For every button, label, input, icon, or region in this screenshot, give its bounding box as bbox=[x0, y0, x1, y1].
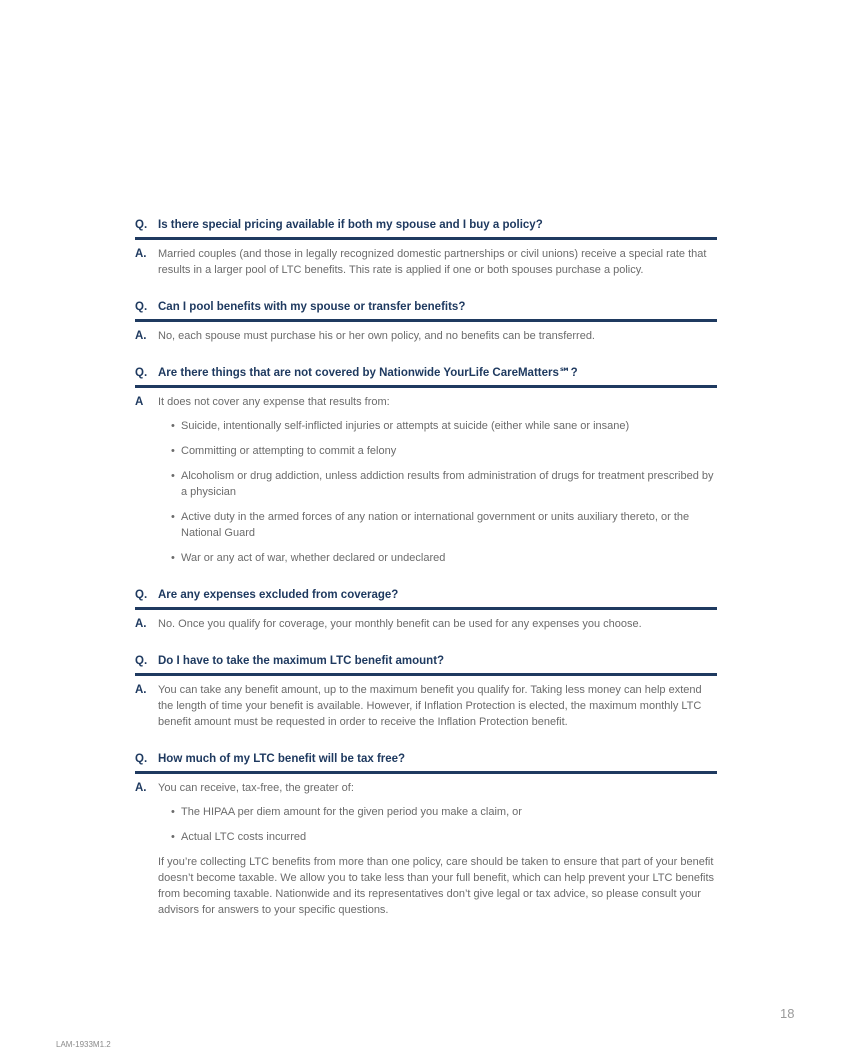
list-item-text: Committing or attempting to commit a felony bbox=[181, 445, 397, 457]
faq-section bbox=[135, 217, 717, 918]
list-item bbox=[171, 468, 717, 500]
faq-item bbox=[135, 365, 717, 575]
answer-marker: A bbox=[135, 396, 144, 408]
list-item bbox=[171, 509, 717, 541]
question-marker: Q. bbox=[135, 219, 148, 231]
answer-marker: A. bbox=[135, 684, 147, 696]
list-item-text: The HIPAA per diem amount for the given period you make a claim, or bbox=[181, 806, 522, 818]
answer-marker: A. bbox=[135, 618, 147, 630]
bullet-icon: • bbox=[171, 552, 175, 564]
question-marker: Q. bbox=[135, 301, 148, 313]
question-text: How much of my LTC benefit will be tax free? bbox=[158, 753, 406, 765]
question-marker: Q. bbox=[135, 753, 148, 765]
answer-row bbox=[135, 610, 717, 632]
answer-text: You can take any benefit amount, up to the maximum benefit you qualify for. Taking less money can help extend the length of time your benefit is available. However, if Inflation Protection is elected, the maximum monthly LTC benefit amount must be requested in order to receive the Inflation Protection benefit. bbox=[158, 684, 702, 728]
list-item bbox=[171, 418, 717, 434]
answer-text: You can receive, tax-free, the greater of: bbox=[158, 782, 354, 794]
answer-body bbox=[158, 780, 717, 918]
question-text: Are any expenses excluded from coverage? bbox=[158, 589, 399, 601]
bullet-icon: • bbox=[171, 511, 175, 523]
question-row bbox=[135, 365, 717, 388]
faq-item bbox=[135, 653, 717, 730]
document-code: LAM-1933M1.2 bbox=[56, 1040, 111, 1049]
question-marker: Q. bbox=[135, 655, 148, 667]
answer-text: No. Once you qualify for coverage, your monthly benefit can be used for any expenses you choose. bbox=[158, 618, 642, 630]
answer-row bbox=[135, 388, 717, 575]
answer-marker: A. bbox=[135, 248, 147, 260]
list-item-text: Active duty in the armed forces of any nation or international government or units auxiliary thereto, or the National Guard bbox=[181, 511, 690, 539]
question-text: Is there special pricing available if both my spouse and I buy a policy? bbox=[158, 219, 543, 231]
question-row bbox=[135, 217, 717, 240]
question-row bbox=[135, 751, 717, 774]
bullet-icon: • bbox=[171, 470, 175, 482]
list-item bbox=[171, 804, 717, 820]
question-text: Are there things that are not covered by Nationwide YourLife CareMatters℠? bbox=[158, 367, 578, 379]
answer-body bbox=[158, 682, 717, 730]
answer-text: It does not cover any expense that results from: bbox=[158, 396, 390, 408]
list-item bbox=[171, 443, 717, 459]
question-text: Can I pool benefits with my spouse or transfer benefits? bbox=[158, 301, 466, 313]
tax-free-list bbox=[158, 804, 717, 845]
closing-paragraph: If you’re collecting LTC benefits from more than one policy, care should be taken to ensure that part of your benefit doesn’t become taxable. We allow you to take less than your full benefit, which can help prevent your LTC benefits from becoming taxable. Nationwide and its representatives don’t give legal or tax advice, so please consult your advisors for answers to your specific questions. bbox=[158, 856, 715, 916]
question-text: Do I have to take the maximum LTC benefit amount? bbox=[158, 655, 445, 667]
answer-text: No, each spouse must purchase his or her own policy, and no benefits can be transferred. bbox=[158, 330, 595, 342]
answer-marker: A. bbox=[135, 330, 147, 342]
answer-row bbox=[135, 774, 717, 918]
list-item bbox=[171, 829, 717, 845]
question-row bbox=[135, 653, 717, 676]
faq-item bbox=[135, 751, 717, 918]
list-item bbox=[171, 550, 717, 566]
answer-row bbox=[135, 676, 717, 730]
question-row bbox=[135, 299, 717, 322]
question-marker: Q. bbox=[135, 367, 148, 379]
list-item-text: Alcoholism or drug addiction, unless addiction results from administration of drugs for treatment prescribed by a physician bbox=[181, 470, 714, 498]
answer-row bbox=[135, 322, 717, 344]
page-number: 18 bbox=[780, 1006, 795, 1021]
bullet-icon: • bbox=[171, 445, 175, 457]
exclusions-list bbox=[158, 418, 717, 566]
faq-item bbox=[135, 217, 717, 278]
bullet-icon: • bbox=[171, 420, 175, 432]
answer-marker: A. bbox=[135, 782, 147, 794]
faq-item bbox=[135, 299, 717, 344]
answer-row bbox=[135, 240, 717, 278]
answer-body bbox=[158, 394, 717, 575]
answer-body bbox=[158, 246, 717, 278]
answer-text: Married couples (and those in legally recognized domestic partnerships or civil unions) receive a special rate that results in a larger pool of LTC benefits. This rate is applied if one or both spouses purchase a policy. bbox=[158, 248, 707, 276]
list-item-text: Actual LTC costs incurred bbox=[181, 831, 307, 843]
list-item-text: Suicide, intentionally self-inflicted injuries or attempts at suicide (either while sane or insane) bbox=[181, 420, 630, 432]
question-marker: Q. bbox=[135, 589, 148, 601]
list-item-text: War or any act of war, whether declared or undeclared bbox=[181, 552, 446, 564]
answer-body bbox=[158, 328, 717, 344]
faq-item bbox=[135, 587, 717, 632]
question-row bbox=[135, 587, 717, 610]
answer-body bbox=[158, 616, 717, 632]
bullet-icon: • bbox=[171, 806, 175, 818]
bullet-icon: • bbox=[171, 831, 175, 843]
